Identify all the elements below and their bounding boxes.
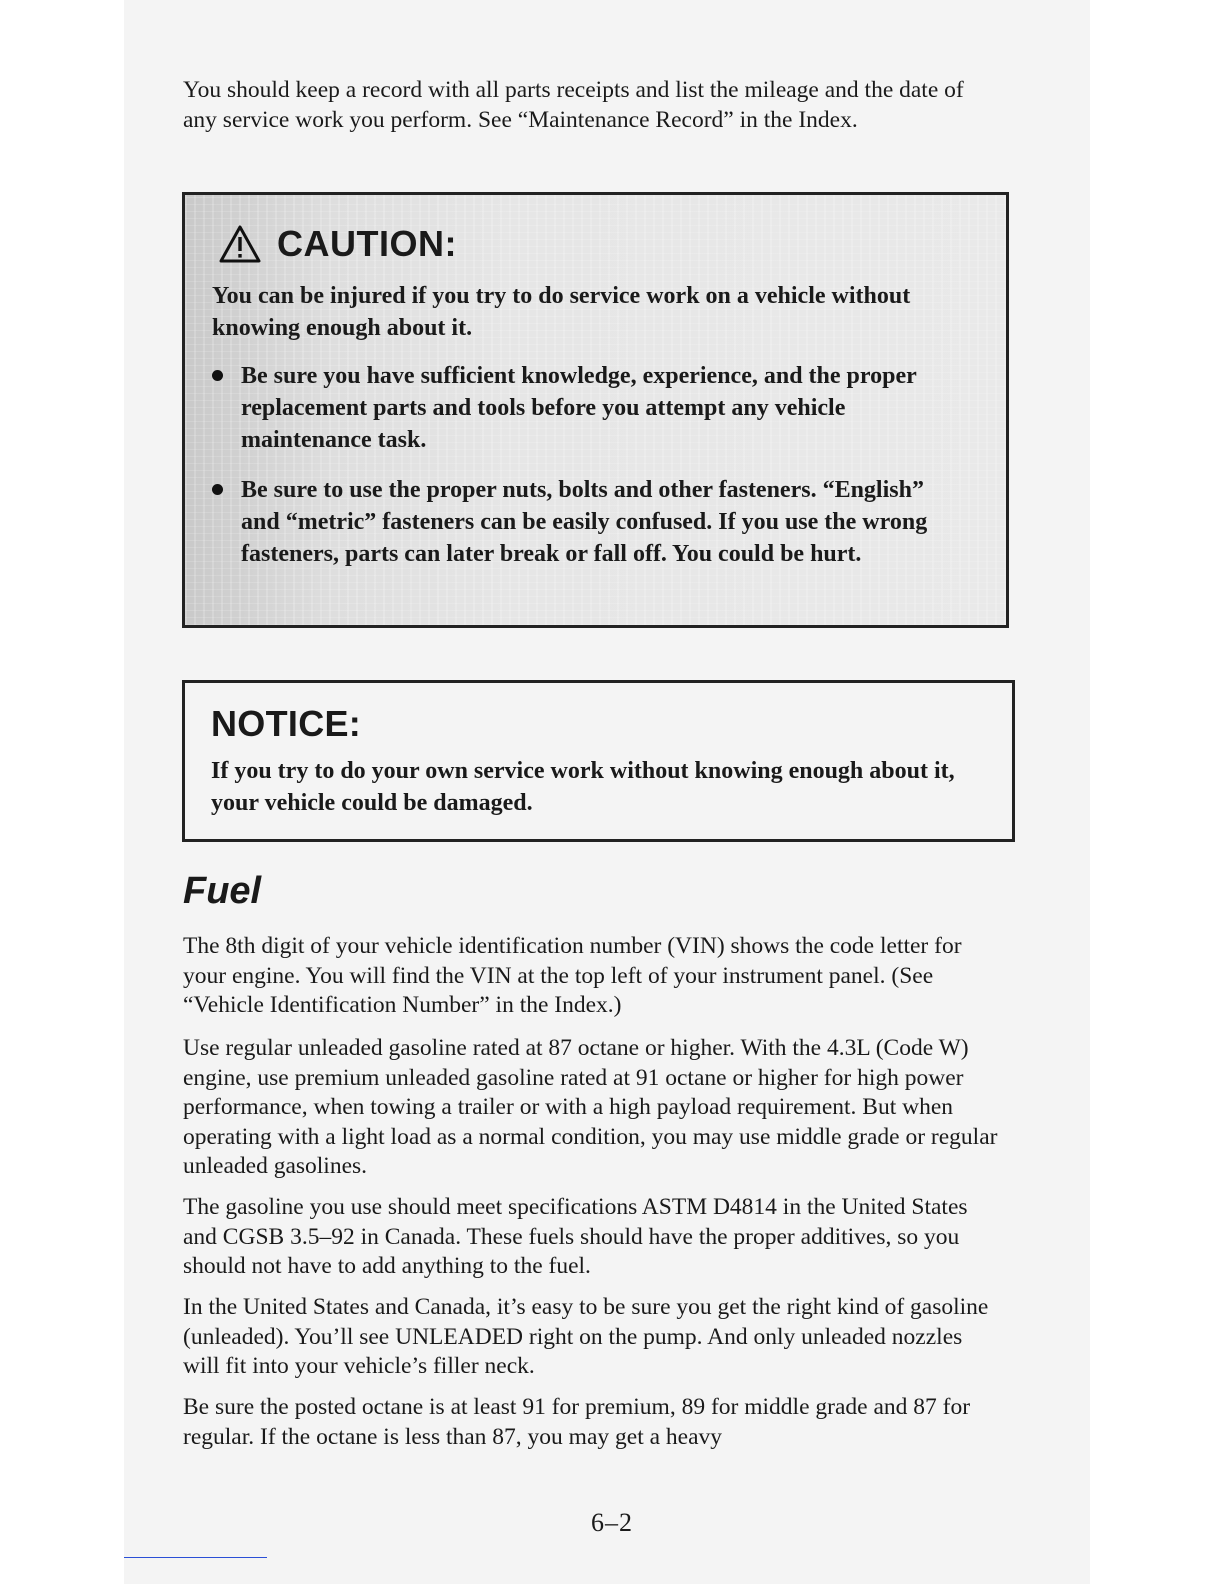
caution-heading — [219, 223, 457, 265]
notice-title: NOTICE: — [211, 703, 362, 744]
caution-title: CAUTION: — [277, 223, 457, 264]
page-number: 6–2 — [591, 1508, 633, 1537]
fuel-paragraph: Use regular unleaded gasoline rated at 87 octane or higher. With the 4.3L (Code W) engine, use premium unleaded gasoline rated at 91 octane or higher for high power performance, when towing a trailer or with a high payload requirement. But when operating with a light load as a normal condition, you may use middle grade or regular unleaded gasolines. — [183, 1035, 998, 1179]
notice-text: If you try to do your own service work without knowing enough about it, your vehicle could be damaged. — [211, 758, 955, 816]
fuel-paragraph: In the United States and Canada, it’s easy to be sure you get the right kind of gasoline (unleaded). You’ll see UNLEADED right on the pump. And only unleaded nozzles will fit into your vehicle’s filler neck. — [183, 1294, 989, 1379]
caution-bullet-text: Be sure you have sufficient knowledge, experience, and the proper replacement parts and tools before you attempt any vehicle maintenance task. — [241, 363, 917, 453]
warning-triangle-icon — [219, 225, 261, 263]
fuel-paragraph: The 8th digit of your vehicle identification number (VIN) shows the code letter for your engine. You will find the VIN at the top left of your instrument panel. (See “Vehicle Identification Number” in the Index.) — [183, 933, 962, 1018]
caution-bullet-text: Be sure to use the proper nuts, bolts and other fasteners. “English” and “metric” fasteners can be easily confused. If you use the wrong fasteners, parts can later break or fall off. You could be hurt. — [241, 477, 928, 567]
caution-lead: You can be injured if you try to do service work on a vehicle without knowing enough about it. — [212, 283, 911, 341]
bullet-dot — [212, 370, 223, 381]
fuel-paragraph: The gasoline you use should meet specifications ASTM D4814 in the United States and CGSB 3.5–92 in Canada. These fuels should have the proper additives, so you should not have to add anything to the fuel. — [183, 1194, 968, 1279]
section-title-fuel: Fuel — [183, 870, 262, 912]
intro-paragraph: You should keep a record with all parts receipts and list the mileage and the date of any service work you perform. See “Maintenance Record” in the Index. — [183, 77, 964, 133]
caution-box — [182, 192, 1009, 628]
bullet-dot — [212, 484, 223, 495]
notice-box — [182, 680, 1015, 842]
fuel-paragraph: Be sure the posted octane is at least 91 for premium, 89 for middle grade and 87 for regular. If the octane is less than 87, you may get a heavy — [183, 1394, 971, 1450]
footnote-rule — [124, 1557, 267, 1558]
